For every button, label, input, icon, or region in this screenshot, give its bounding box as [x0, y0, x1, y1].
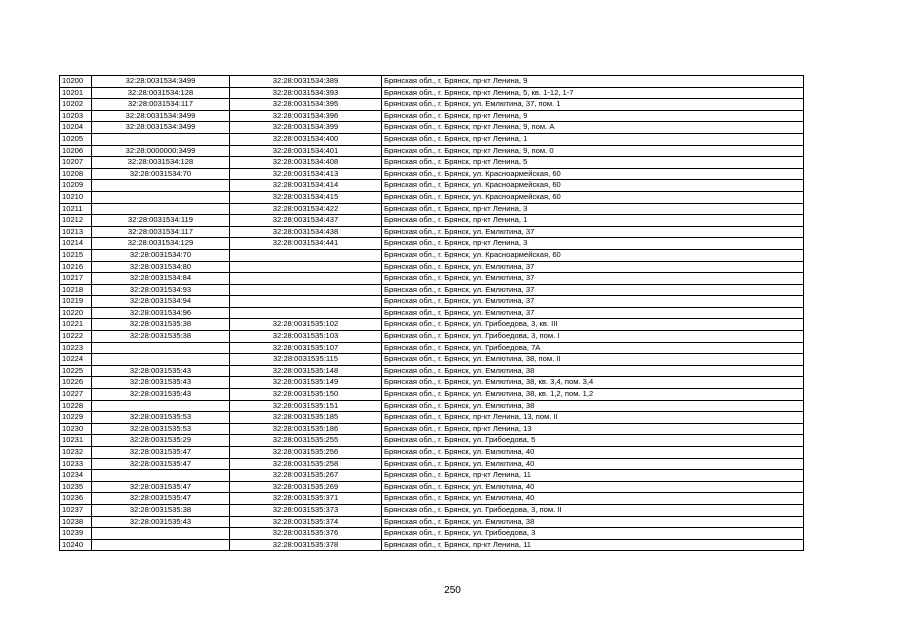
table-row: [60, 493, 804, 505]
address-cell: Брянская обл., г. Брянск, ул. Грибоедова, 5: [382, 435, 804, 447]
address-cell: Брянская обл., г. Брянск, ул. Емлютина, 38: [382, 400, 804, 412]
old-cadastral-number-cell: 32:28:0031535:43: [92, 389, 230, 401]
row-number-cell: 10208: [60, 168, 92, 180]
address-cell: Брянская обл., г. Брянск, ул. Емлютина, 40: [382, 481, 804, 493]
address-cell: Брянская обл., г. Брянск, ул. Емлютина, 37: [382, 226, 804, 238]
new-cadastral-number-cell: 32:28:0031535:256: [230, 447, 382, 459]
new-cadastral-number-cell: 32:28:0031535:102: [230, 319, 382, 331]
address-cell: Брянская обл., г. Брянск, пр-кт Ленина, 3: [382, 238, 804, 250]
registry-table-body: [60, 76, 804, 551]
table-row: [60, 365, 804, 377]
address-cell: Брянская обл., г. Брянск, пр-кт Ленина, 3: [382, 203, 804, 215]
address-cell: Брянская обл., г. Брянск, пр-кт Ленина, 9, пом. 0: [382, 145, 804, 157]
new-cadastral-number-cell: 32:28:0031535:186: [230, 423, 382, 435]
address-cell: Брянская обл., г. Брянск, ул. Емлютина, 38, кв. 3,4, пом. 3,4: [382, 377, 804, 389]
old-cadastral-number-cell: 32:28:0031534:93: [92, 284, 230, 296]
new-cadastral-number-cell: 32:28:0031534:393: [230, 87, 382, 99]
table-row: [60, 458, 804, 470]
new-cadastral-number-cell: 32:28:0031535:373: [230, 504, 382, 516]
old-cadastral-number-cell: [92, 133, 230, 145]
new-cadastral-number-cell: 32:28:0031535:151: [230, 400, 382, 412]
new-cadastral-number-cell: 32:28:0031535:371: [230, 493, 382, 505]
row-number-cell: 10230: [60, 423, 92, 435]
row-number-cell: 10220: [60, 307, 92, 319]
new-cadastral-number-cell: 32:28:0031535:255: [230, 435, 382, 447]
old-cadastral-number-cell: [92, 539, 230, 551]
address-cell: Брянская обл., г. Брянск, ул. Емлютина, 37: [382, 296, 804, 308]
address-cell: Брянская обл., г. Брянск, пр-кт Ленина, 9: [382, 76, 804, 88]
row-number-cell: 10211: [60, 203, 92, 215]
row-number-cell: 10200: [60, 76, 92, 88]
address-cell: Брянская обл., г. Брянск, пр-кт Ленина, 13, пом. II: [382, 412, 804, 424]
table-row: [60, 180, 804, 192]
old-cadastral-number-cell: [92, 180, 230, 192]
table-row: [60, 145, 804, 157]
row-number-cell: 10217: [60, 273, 92, 285]
old-cadastral-number-cell: 32:28:0031535:53: [92, 412, 230, 424]
address-cell: Брянская обл., г. Брянск, ул. Емлютина, 38, пом. II: [382, 354, 804, 366]
table-row: [60, 307, 804, 319]
row-number-cell: 10216: [60, 261, 92, 273]
new-cadastral-number-cell: 32:28:0031535:185: [230, 412, 382, 424]
row-number-cell: 10232: [60, 447, 92, 459]
table-row: [60, 481, 804, 493]
old-cadastral-number-cell: [92, 354, 230, 366]
new-cadastral-number-cell: [230, 261, 382, 273]
new-cadastral-number-cell: 32:28:0031535:267: [230, 470, 382, 482]
address-cell: Брянская обл., г. Брянск, ул. Емлютина, 38, кв. 1,2, пом. 1,2: [382, 389, 804, 401]
row-number-cell: 10204: [60, 122, 92, 134]
table-row: [60, 122, 804, 134]
row-number-cell: 10225: [60, 365, 92, 377]
table-row: [60, 435, 804, 447]
old-cadastral-number-cell: 32:28:0031534:80: [92, 261, 230, 273]
new-cadastral-number-cell: [230, 296, 382, 308]
row-number-cell: 10214: [60, 238, 92, 250]
address-cell: Брянская обл., г. Брянск, ул. Красноармейская, 60: [382, 191, 804, 203]
row-number-cell: 10201: [60, 87, 92, 99]
address-cell: Брянская обл., г. Брянск, ул. Емлютина, 40: [382, 447, 804, 459]
registry-table: [59, 75, 804, 551]
new-cadastral-number-cell: 32:28:0031534:400: [230, 133, 382, 145]
row-number-cell: 10218: [60, 284, 92, 296]
old-cadastral-number-cell: 32:28:0031534:94: [92, 296, 230, 308]
table-row: [60, 261, 804, 273]
row-number-cell: 10219: [60, 296, 92, 308]
old-cadastral-number-cell: [92, 342, 230, 354]
table-row: [60, 133, 804, 145]
table-row: [60, 377, 804, 389]
old-cadastral-number-cell: 32:28:0031535:53: [92, 423, 230, 435]
new-cadastral-number-cell: 32:28:0031534:415: [230, 191, 382, 203]
new-cadastral-number-cell: 32:28:0031534:413: [230, 168, 382, 180]
old-cadastral-number-cell: 32:28:0031534:128: [92, 157, 230, 169]
table-row: [60, 238, 804, 250]
row-number-cell: 10221: [60, 319, 92, 331]
table-row: [60, 389, 804, 401]
table-row: [60, 249, 804, 261]
new-cadastral-number-cell: 32:28:0031534:437: [230, 215, 382, 227]
table-row: [60, 354, 804, 366]
table-row: [60, 412, 804, 424]
table-row: [60, 400, 804, 412]
old-cadastral-number-cell: 32:28:0031535:47: [92, 458, 230, 470]
new-cadastral-number-cell: 32:28:0031534:401: [230, 145, 382, 157]
address-cell: Брянская обл., г. Брянск, ул. Красноармейская, 60: [382, 168, 804, 180]
old-cadastral-number-cell: [92, 528, 230, 540]
table-row: [60, 516, 804, 528]
address-cell: Брянская обл., г. Брянск, пр-кт Ленина, 5, кв. 1-12, 1-7: [382, 87, 804, 99]
table-row: [60, 423, 804, 435]
new-cadastral-number-cell: 32:28:0031535:103: [230, 331, 382, 343]
old-cadastral-number-cell: 32:28:0031534:96: [92, 307, 230, 319]
address-cell: Брянская обл., г. Брянск, ул. Емлютина, 40: [382, 493, 804, 505]
table-row: [60, 296, 804, 308]
address-cell: Брянская обл., г. Брянск, ул. Емлютина, 37: [382, 307, 804, 319]
new-cadastral-number-cell: 32:28:0031534:396: [230, 110, 382, 122]
old-cadastral-number-cell: 32:28:0031535:47: [92, 447, 230, 459]
row-number-cell: 10224: [60, 354, 92, 366]
new-cadastral-number-cell: 32:28:0031534:408: [230, 157, 382, 169]
row-number-cell: 10240: [60, 539, 92, 551]
table-row: [60, 273, 804, 285]
row-number-cell: 10203: [60, 110, 92, 122]
table-row: [60, 284, 804, 296]
old-cadastral-number-cell: [92, 203, 230, 215]
old-cadastral-number-cell: [92, 470, 230, 482]
row-number-cell: 10236: [60, 493, 92, 505]
row-number-cell: 10210: [60, 191, 92, 203]
new-cadastral-number-cell: 32:28:0031534:438: [230, 226, 382, 238]
table-row: [60, 331, 804, 343]
address-cell: Брянская обл., г. Брянск, ул. Емлютина, 37: [382, 261, 804, 273]
new-cadastral-number-cell: 32:28:0031535:378: [230, 539, 382, 551]
table-row: [60, 168, 804, 180]
old-cadastral-number-cell: 32:28:0031534:117: [92, 99, 230, 111]
address-cell: Брянская обл., г. Брянск, ул. Емлютина, 40: [382, 458, 804, 470]
address-cell: Брянская обл., г. Брянск, пр-кт Ленина, 1: [382, 133, 804, 145]
new-cadastral-number-cell: 32:28:0031535:150: [230, 389, 382, 401]
address-cell: Брянская обл., г. Брянск, ул. Грибоедова, 3, пом. II: [382, 504, 804, 516]
table-row: [60, 157, 804, 169]
row-number-cell: 10228: [60, 400, 92, 412]
table-row: [60, 87, 804, 99]
old-cadastral-number-cell: 32:28:0031535:38: [92, 331, 230, 343]
table-row: [60, 76, 804, 88]
table-row: [60, 215, 804, 227]
row-number-cell: 10235: [60, 481, 92, 493]
address-cell: Брянская обл., г. Брянск, ул. Грибоедова, 3, кв. III: [382, 319, 804, 331]
old-cadastral-number-cell: 32:28:0031535:47: [92, 493, 230, 505]
old-cadastral-number-cell: 32:28:0031534:3499: [92, 76, 230, 88]
address-cell: Брянская обл., г. Брянск, ул. Емлютина, 38: [382, 365, 804, 377]
new-cadastral-number-cell: 32:28:0031535:374: [230, 516, 382, 528]
old-cadastral-number-cell: 32:28:0031534:117: [92, 226, 230, 238]
old-cadastral-number-cell: 32:28:0000000:3499: [92, 145, 230, 157]
new-cadastral-number-cell: 32:28:0031535:107: [230, 342, 382, 354]
old-cadastral-number-cell: 32:28:0031534:119: [92, 215, 230, 227]
table-row: [60, 319, 804, 331]
row-number-cell: 10227: [60, 389, 92, 401]
address-cell: Брянская обл., г. Брянск, ул. Емлютина, 38: [382, 516, 804, 528]
new-cadastral-number-cell: 32:28:0031534:395: [230, 99, 382, 111]
old-cadastral-number-cell: 32:28:0031535:38: [92, 504, 230, 516]
new-cadastral-number-cell: 32:28:0031534:399: [230, 122, 382, 134]
table-row: [60, 539, 804, 551]
old-cadastral-number-cell: 32:28:0031535:43: [92, 365, 230, 377]
row-number-cell: 10222: [60, 331, 92, 343]
row-number-cell: 10237: [60, 504, 92, 516]
old-cadastral-number-cell: 32:28:0031534:129: [92, 238, 230, 250]
old-cadastral-number-cell: 32:28:0031534:128: [92, 87, 230, 99]
row-number-cell: 10206: [60, 145, 92, 157]
old-cadastral-number-cell: 32:28:0031535:43: [92, 516, 230, 528]
row-number-cell: 10231: [60, 435, 92, 447]
new-cadastral-number-cell: [230, 284, 382, 296]
old-cadastral-number-cell: [92, 400, 230, 412]
address-cell: Брянская обл., г. Брянск, ул. Грибоедова, 3: [382, 528, 804, 540]
row-number-cell: 10229: [60, 412, 92, 424]
new-cadastral-number-cell: 32:28:0031535:258: [230, 458, 382, 470]
old-cadastral-number-cell: 32:28:0031534:70: [92, 168, 230, 180]
address-cell: Брянская обл., г. Брянск, ул. Красноармейская, 60: [382, 249, 804, 261]
table-row: [60, 528, 804, 540]
address-cell: Брянская обл., г. Брянск, пр-кт Ленина, 9, пом. А: [382, 122, 804, 134]
address-cell: Брянская обл., г. Брянск, ул. Грибоедова, 7А: [382, 342, 804, 354]
old-cadastral-number-cell: 32:28:0031535:47: [92, 481, 230, 493]
row-number-cell: 10234: [60, 470, 92, 482]
new-cadastral-number-cell: 32:28:0031535:149: [230, 377, 382, 389]
address-cell: Брянская обл., г. Брянск, ул. Грибоедова, 3, пом. I: [382, 331, 804, 343]
new-cadastral-number-cell: 32:28:0031535:115: [230, 354, 382, 366]
address-cell: Брянская обл., г. Брянск, ул. Емлютина, 37, пом. 1: [382, 99, 804, 111]
address-cell: Брянская обл., г. Брянск, ул. Емлютина, 37: [382, 284, 804, 296]
table-row: [60, 99, 804, 111]
old-cadastral-number-cell: 32:28:0031535:29: [92, 435, 230, 447]
row-number-cell: 10233: [60, 458, 92, 470]
new-cadastral-number-cell: 32:28:0031534:422: [230, 203, 382, 215]
new-cadastral-number-cell: [230, 273, 382, 285]
old-cadastral-number-cell: 32:28:0031534:70: [92, 249, 230, 261]
address-cell: Брянская обл., г. Брянск, пр-кт Ленина, 11: [382, 470, 804, 482]
table-row: [60, 203, 804, 215]
row-number-cell: 10238: [60, 516, 92, 528]
row-number-cell: 10207: [60, 157, 92, 169]
table-row: [60, 504, 804, 516]
old-cadastral-number-cell: 32:28:0031534:84: [92, 273, 230, 285]
address-cell: Брянская обл., г. Брянск, пр-кт Ленина, 5: [382, 157, 804, 169]
table-row: [60, 191, 804, 203]
table-row: [60, 110, 804, 122]
table-row: [60, 447, 804, 459]
row-number-cell: 10239: [60, 528, 92, 540]
new-cadastral-number-cell: 32:28:0031535:376: [230, 528, 382, 540]
page-number: 250: [444, 585, 461, 596]
table-row: [60, 226, 804, 238]
address-cell: Брянская обл., г. Брянск, пр-кт Ленина, 11: [382, 539, 804, 551]
row-number-cell: 10209: [60, 180, 92, 192]
old-cadastral-number-cell: 32:28:0031534:3499: [92, 122, 230, 134]
new-cadastral-number-cell: 32:28:0031534:414: [230, 180, 382, 192]
row-number-cell: 10213: [60, 226, 92, 238]
row-number-cell: 10202: [60, 99, 92, 111]
address-cell: Брянская обл., г. Брянск, ул. Емлютина, 37: [382, 273, 804, 285]
row-number-cell: 10205: [60, 133, 92, 145]
new-cadastral-number-cell: 32:28:0031535:148: [230, 365, 382, 377]
row-number-cell: 10223: [60, 342, 92, 354]
new-cadastral-number-cell: 32:28:0031534:389: [230, 76, 382, 88]
old-cadastral-number-cell: 32:28:0031535:38: [92, 319, 230, 331]
row-number-cell: 10215: [60, 249, 92, 261]
address-cell: Брянская обл., г. Брянск, пр-кт Ленина, 13: [382, 423, 804, 435]
old-cadastral-number-cell: [92, 191, 230, 203]
new-cadastral-number-cell: 32:28:0031535:269: [230, 481, 382, 493]
new-cadastral-number-cell: [230, 307, 382, 319]
row-number-cell: 10212: [60, 215, 92, 227]
new-cadastral-number-cell: 32:28:0031534:441: [230, 238, 382, 250]
address-cell: Брянская обл., г. Брянск, пр-кт Ленина, 1: [382, 215, 804, 227]
table-row: [60, 342, 804, 354]
old-cadastral-number-cell: 32:28:0031535:43: [92, 377, 230, 389]
new-cadastral-number-cell: [230, 249, 382, 261]
row-number-cell: 10226: [60, 377, 92, 389]
address-cell: Брянская обл., г. Брянск, пр-кт Ленина, 9: [382, 110, 804, 122]
table-row: [60, 470, 804, 482]
address-cell: Брянская обл., г. Брянск, ул. Красноармейская, 60: [382, 180, 804, 192]
old-cadastral-number-cell: 32:28:0031534:3499: [92, 110, 230, 122]
